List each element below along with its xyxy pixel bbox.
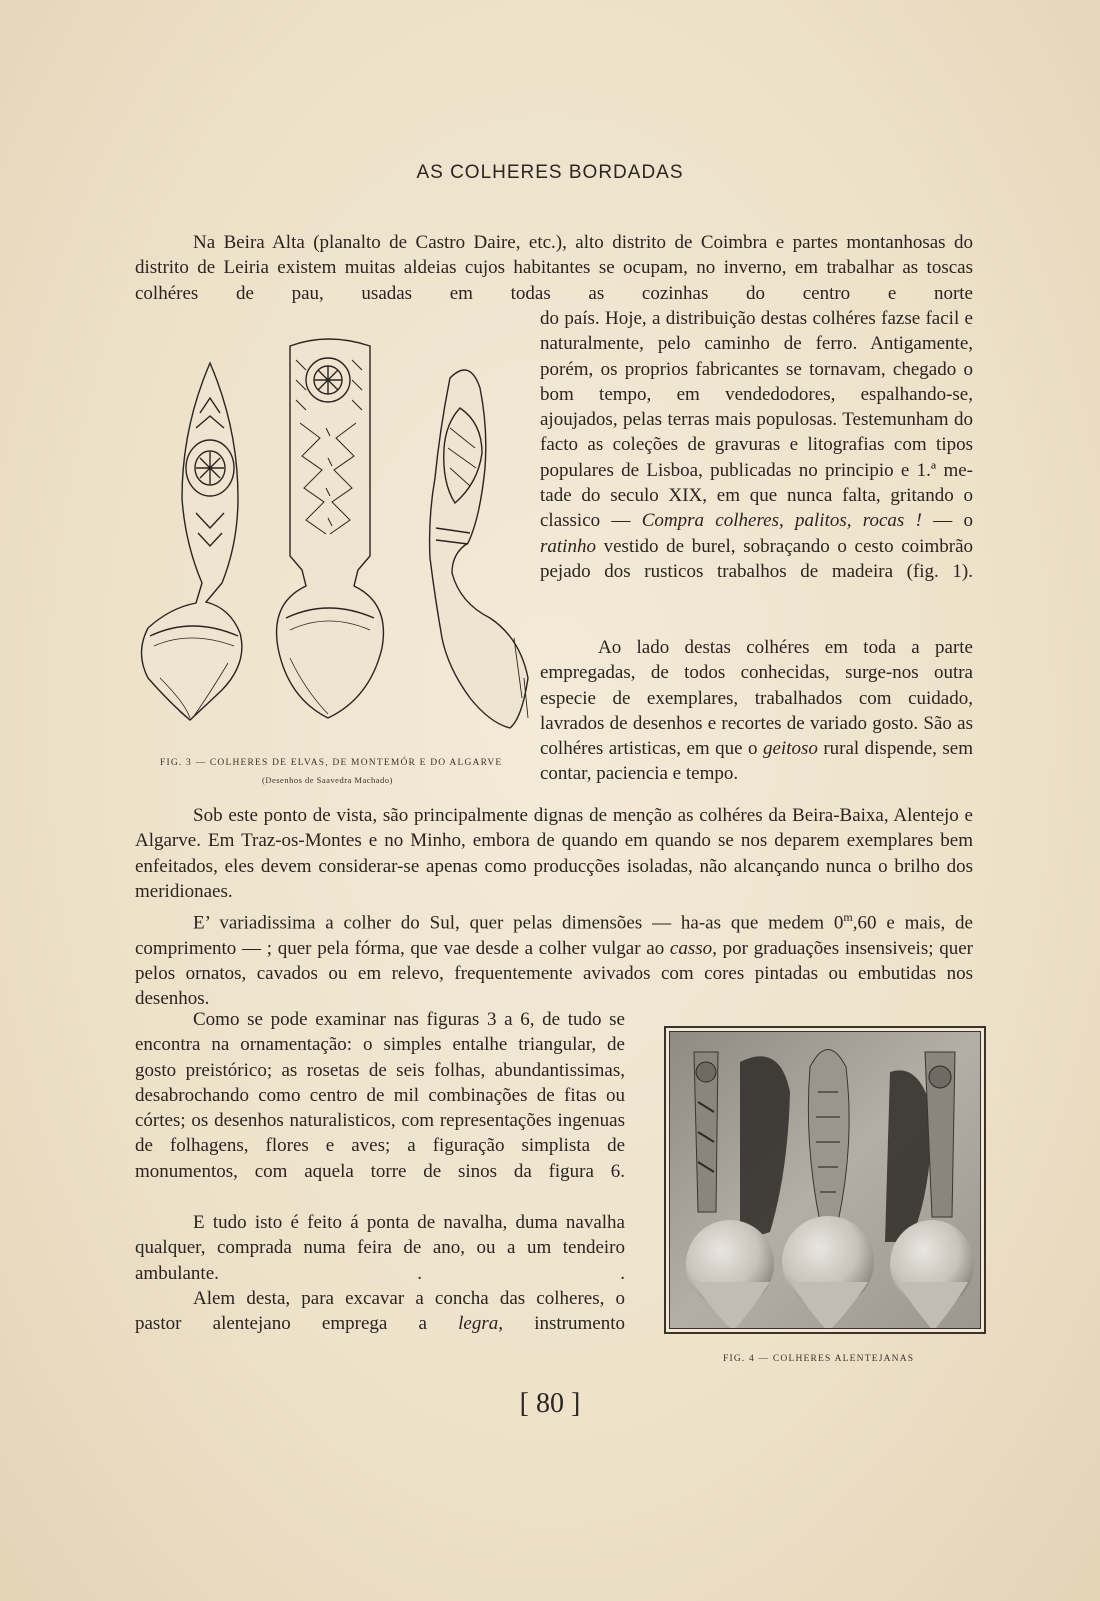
paragraph-intro-col-c: vestido de burel, sobraçando o cesto coimbrão pejado dos rusticos trabalhos de madeira (fig. 1). <box>540 535 973 582</box>
paragraph-south-spoon-c: por graduações insensiveis; quer pelos ornatos, cavados ou em relevo, frequentemente avivados com cores pintadas ou embutidas nos desenhos. <box>135 937 973 1010</box>
casso-term: casso, <box>669 937 717 959</box>
figure-4-caption: FIG. 4 — COLHERES ALENTEJANAS <box>723 1354 915 1364</box>
paragraph-intro-continued <box>540 306 973 584</box>
paragraph-regions <box>135 803 973 904</box>
paragraph-knife <box>135 1210 625 1286</box>
legra-term: legra, <box>458 1313 504 1335</box>
paragraph-regions-text: Sob este ponto de vista, são principalmente dignas de menção as colhéres da Beira-Baixa, Alentejo e Algarve. Em Traz-os-Montes e no Minho, embora de quando em quando se nos deparem exemplares bem enfeitados, eles devem considerar-se apenas como producções isoladas, não alcançando nunca o brilho dos meridionaes. <box>135 805 973 902</box>
figure-4-frame <box>664 1026 986 1334</box>
figure-3-caption: FIG. 3 — COLHERES DE ELVAS, DE MONTEMÓR E DO ALGARVE <box>160 758 503 768</box>
figure-4-photo <box>669 1031 981 1329</box>
paragraph-ornament-text: Como se pode examinar nas figuras 3 a 6, de tudo se encontra na ornamentação: o simples entalhe triangular, de gosto preistórico; as rosetas de seis folhas, abundantissimas, desabrochando como centro de mil combinações de fitas ou córtes; os desenhos naturalisticos, com representações ingenuas de folhagens, flores e aves; a figuração simplista de monumentos, com aquela torre de sinos da figura 6. <box>135 1009 625 1182</box>
page-number: [ 80 ] <box>519 1388 581 1419</box>
paragraph-intro-text: Na Beira Alta (planalto de Castro Daire, etc.), alto distrito de Coimbra e partes montanhosas do distrito de Leiria existem muitas aldeias cujos habitantes se ocupam, no inverno, em trabalhar as toscas colhéres de pau, usadas em todas as cozinhas do centro e norte <box>135 232 973 304</box>
running-title: AS COLHERES BORDADAS <box>416 162 684 183</box>
metre-superscript: m <box>843 910 853 924</box>
paragraph-south-spoon <box>135 905 973 1012</box>
paragraph-intro-col-a: do país. Hoje, a distribuição destas colhéres fazse facil e naturalmente, pelo caminho de ferro. Antigamente, porém, os proprios fabricantes se tornavam, chegado o bom tempo, em vendedodores, espalhando-se, ajoujados, pelas terras mais populosas. Testemunham do facto as coleções de gravuras e litografias com tipos populares de Lisboa, publicadas no principio e 1.ª metade do seculo XIX, em que nunca falta, gritando o classico — <box>540 308 973 532</box>
paragraph-legra-a: Alem desta, para excavar a concha das colheres, o pastor alentejano emprega a <box>135 1288 625 1335</box>
paragraph-artistic-a: Ao lado destas colhéres em toda a parte empregadas, de todos conhecidas, surge-nos outra especie de exemplares, trabalhados com cuidado, lavrados de desenhos e recortes de variado gosto. São as colhéres artisticas, em que o <box>540 637 973 760</box>
street-cry: Compra colheres, palitos, rocas ! <box>641 510 922 532</box>
paragraph-knife-text: E tudo isto é feito á ponta de navalha, duma navalha qualquer, comprada numa feira de ano, ou a um tendeiro ambulante. . . <box>135 1212 625 1284</box>
paragraph-intro <box>135 230 973 306</box>
ratinho-term: ratinho <box>540 535 596 557</box>
paragraph-intro-col-b: — o <box>921 510 973 532</box>
paragraph-legra-b: instrumento <box>503 1313 625 1335</box>
paragraph-artistic-b: rural dispende, sem contar, paciencia e tempo. <box>540 738 973 785</box>
figure-3-spoons-drawing <box>130 318 530 758</box>
paragraph-legra <box>135 1286 625 1337</box>
figure-3 <box>130 318 530 758</box>
paragraph-south-spoon-a: E’ variadissima a colher do Sul, quer pelas dimensões — ha-as que medem 0 <box>193 912 844 934</box>
figure-3-credit: (Desenhos de Saavedra Machado) <box>262 775 393 785</box>
figure-4-spoons-photo <box>670 1032 981 1329</box>
geitoso-term: geitoso <box>762 738 818 760</box>
paragraph-artistic <box>540 635 973 787</box>
paragraph-ornament <box>135 1007 625 1184</box>
paragraph-south-spoon-b: ,60 e mais, de comprimento — ; quer pela fórma, que vae desde a colher vulgar ao <box>135 912 973 959</box>
